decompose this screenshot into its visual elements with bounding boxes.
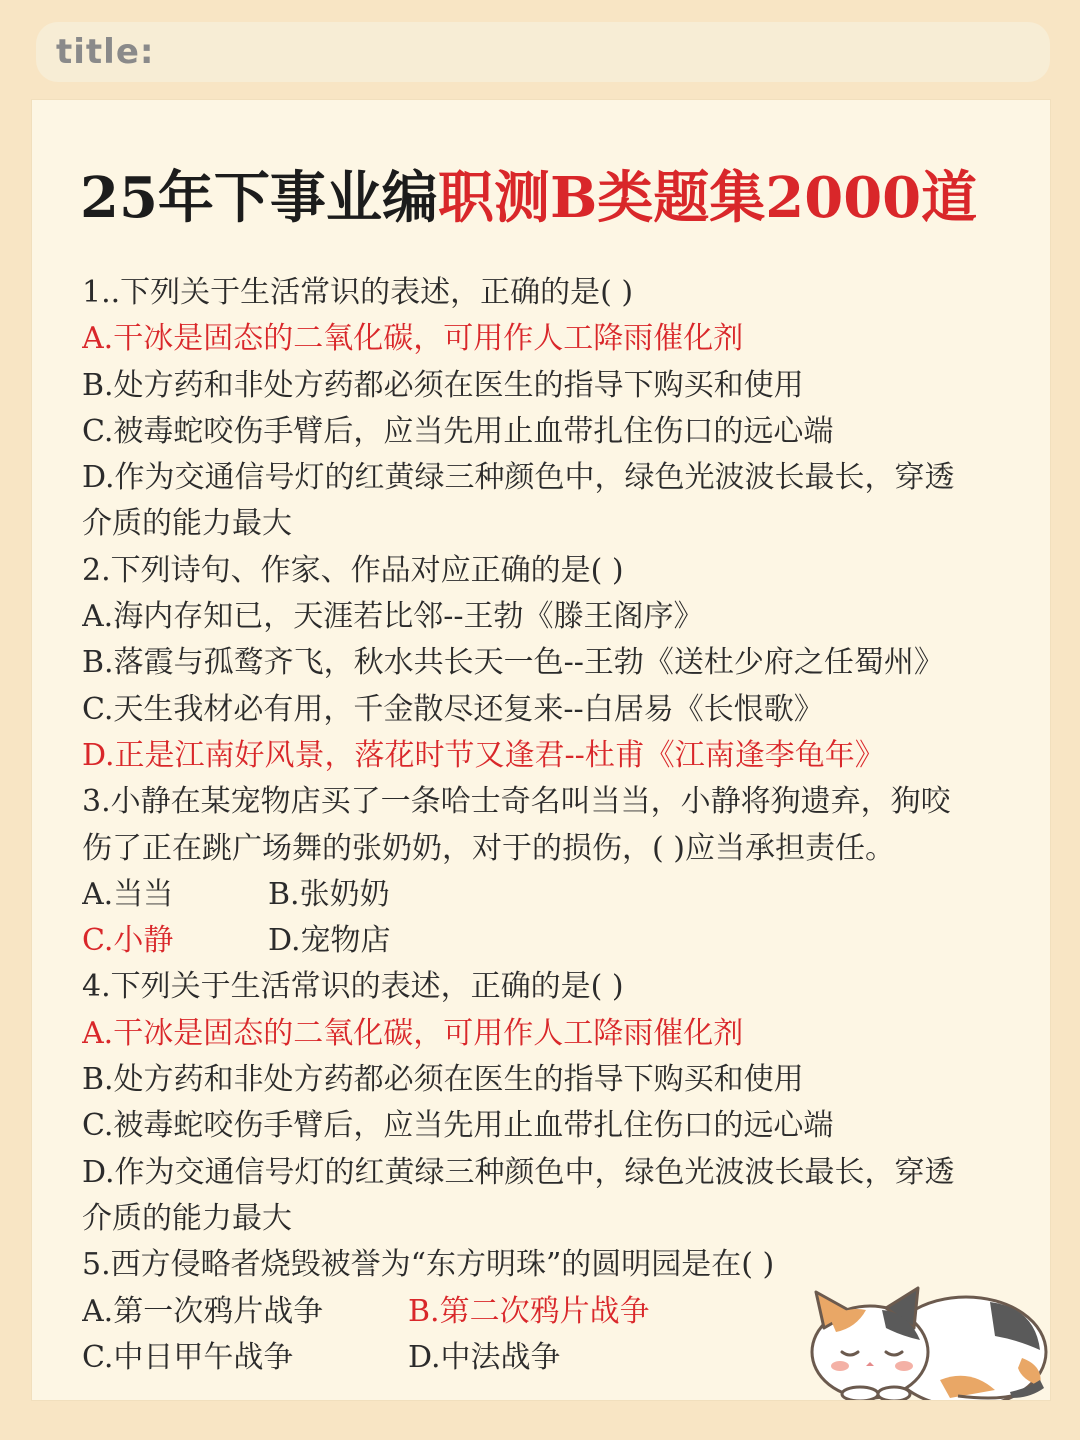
question-1-option-d: D.作为交通信号灯的红黄绿三种颜色中，绿色光波波长最长，穿透 bbox=[82, 460, 955, 496]
question-2-option-c: C.天生我材必有用，千金散尽还复来--白居易《长恨歌》 bbox=[82, 691, 824, 727]
title-bar-label: title: bbox=[56, 32, 155, 72]
question-4-option-d: D.作为交通信号灯的红黄绿三种颜色中，绿色光波波长最长，穿透 bbox=[82, 1154, 955, 1190]
question-3-option-row bbox=[82, 918, 1050, 964]
question-3-option-b: B.张奶奶 bbox=[268, 876, 390, 912]
question-5-option-b: B.第二次鸦片战争 bbox=[408, 1293, 650, 1329]
heading-part-black: 25年下事业编 bbox=[80, 165, 438, 231]
question-5-option-c: C.中日甲午战争 bbox=[82, 1339, 294, 1375]
question-4-option-c: C.被毒蛇咬伤手臂后，应当先用止血带扎住伤口的远心端 bbox=[82, 1108, 834, 1144]
question-1-option-c: C.被毒蛇咬伤手臂后，应当先用止血带扎住伤口的远心端 bbox=[82, 413, 834, 449]
question-3-option-c: C.小静 bbox=[82, 923, 174, 959]
question-4-option-a: A.干冰是固态的二氧化碳，可用作人工降雨催化剂 bbox=[82, 1015, 744, 1051]
question-5-stem: 5.西方侵略者烧毁被誉为“东方明珠”的圆明园是在( ) bbox=[82, 1247, 775, 1283]
question-2-option-d: D.正是江南好风景，落花时节又逢君--杜甫《江南逢李龟年》 bbox=[82, 737, 885, 773]
question-3-stem: 伤了正在跳广场舞的张奶奶，对于的损伤，( )应当承担责任。 bbox=[82, 830, 895, 866]
question-1-option-a: A.干冰是固态的二氧化碳，可用作人工降雨催化剂 bbox=[82, 321, 744, 357]
question-4-option-d: 介质的能力最大 bbox=[82, 1200, 292, 1236]
question-3-option-row bbox=[82, 872, 1050, 918]
question-1-option-b: B.处方药和非处方药都必须在医生的指导下购买和使用 bbox=[82, 367, 804, 403]
sleeping-cat-icon bbox=[790, 1240, 1050, 1400]
question-5-option-a: A.第一次鸦片战争 bbox=[82, 1293, 324, 1329]
question-4-option-b: B.处方药和非处方药都必须在医生的指导下购买和使用 bbox=[82, 1062, 804, 1098]
heading-part-red: 职测B类题集2000道 bbox=[437, 165, 978, 231]
question-2-option-b: B.落霞与孤鹜齐飞，秋水共长天一色--王勃《送杜少府之任蜀州》 bbox=[82, 645, 944, 681]
question-3-stem: 3.小静在某宠物店买了一条哈士奇名叫当当，小静将狗遗弃，狗咬 bbox=[82, 784, 951, 820]
question-1-option-d: 介质的能力最大 bbox=[82, 506, 292, 542]
content-card bbox=[32, 100, 1050, 1400]
question-list bbox=[82, 270, 1050, 1381]
question-2-option-a: A.海内存知已，天涯若比邻--王勃《滕王阁序》 bbox=[82, 599, 704, 635]
question-3-option-a: A.当当 bbox=[82, 876, 174, 912]
page-heading bbox=[80, 160, 977, 236]
question-2-stem: 2.下列诗句、作家、作品对应正确的是( ) bbox=[82, 552, 624, 588]
title-bar bbox=[36, 22, 1050, 82]
question-1-stem: 1..下列关于生活常识的表述，正确的是( ) bbox=[82, 275, 634, 310]
question-5-option-d: D.中法战争 bbox=[408, 1339, 561, 1375]
question-3-option-d: D.宠物店 bbox=[268, 923, 391, 959]
question-4-stem: 4.下列关于生活常识的表述，正确的是( ) bbox=[82, 969, 624, 1005]
